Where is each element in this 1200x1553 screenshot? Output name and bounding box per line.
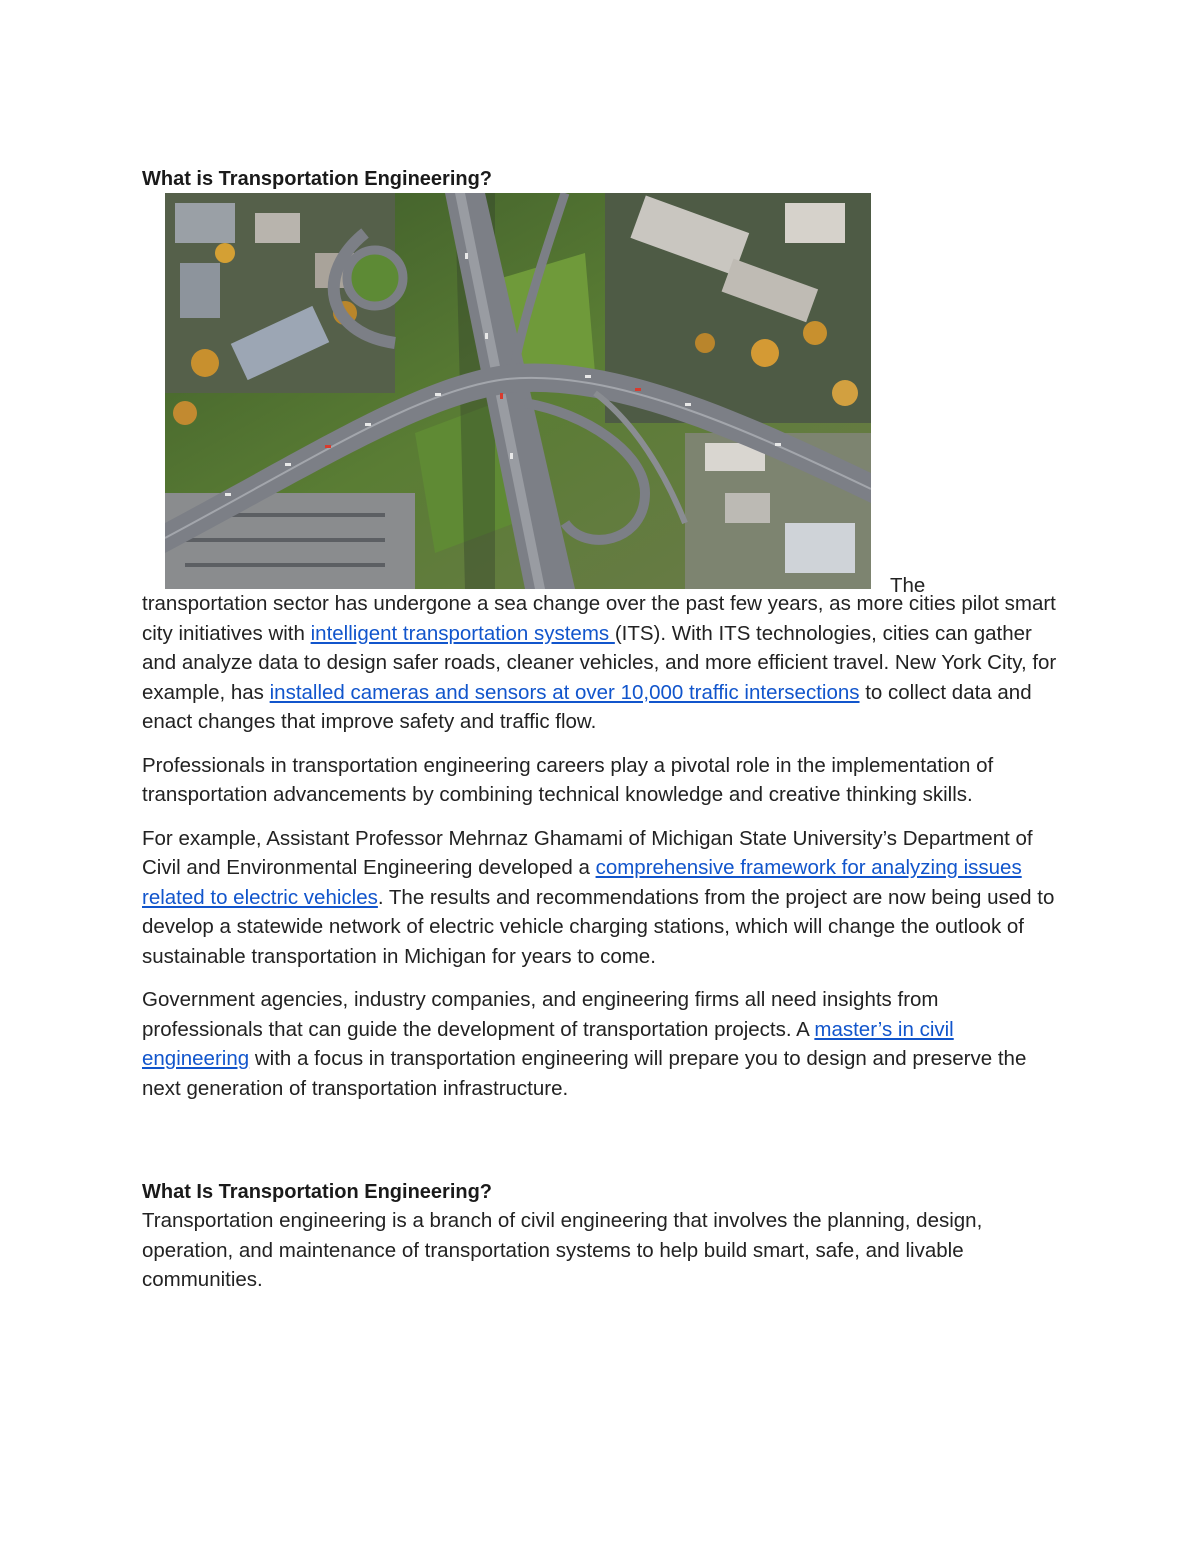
aerial-highway-photo (165, 193, 871, 589)
paragraph-its-text-3: to collect data and enact changes that improve safety and traffic flow. (142, 680, 1032, 733)
paragraph-government-text-1: Government agencies, industry companies, and engineering firms all need insights from professionals that can guide the development of transportation projects. A (142, 988, 939, 1041)
paragraph-government-text-2: with a focus in transportation engineering will prepare you to design and preserve the next generation of transportation infrastructure. (142, 1047, 1027, 1100)
link-intelligent-transportation-systems[interactable]: intelligent transportation systems (310, 621, 615, 645)
paragraph-professionals: Professionals in transportation engineering careers play a pivotal role in the implementation of transportation advancements by combining technical knowledge and creative thinking skills. (142, 753, 994, 806)
paragraph-its-text-2: (ITS). With ITS technologies, cities can gather and analyze data to design safer roads, cleaner vehicles, and more efficient travel. New York City, for example, has (142, 621, 1057, 704)
paragraph-wrap-start: The (890, 574, 926, 597)
paragraph-its-text-1: transportation sector has undergone a sea change over the past few years, as more cities pilot smart city initiatives with (142, 592, 1056, 645)
paragraph-government (142, 985, 1062, 1103)
link-installed-cameras[interactable]: installed cameras and sensors at over 10,000 traffic intersections (269, 680, 860, 704)
link-masters-civil-engineering[interactable]: master’s in civil engineering (142, 1017, 954, 1070)
link-comprehensive-framework[interactable]: comprehensive framework for analyzing issues related to electric vehicles (142, 856, 1022, 909)
paragraph-definition: Transportation engineering is a branch of civil engineering that involves the planning, design, operation, and maintenance of transportation systems to help build smart, safe, and livable communities. (142, 1209, 983, 1291)
section-heading-2: What Is Transportation Engineering? (142, 1181, 493, 1203)
section-gap (142, 1103, 1062, 1178)
figure-row (142, 193, 1062, 597)
paragraph-example-text-2: . The results and recommendations from the project are now being used to develop a statewide network of electric vehicle charging stations, which will change the outlook of sustainable transportation in Michigan for years to come. (142, 885, 1055, 968)
section-heading-1: What is Transportation Engineering? (142, 168, 493, 190)
paragraph-example-text-1: For example, Assistant Professor Mehrnaz Ghamami of Michigan State University’s Department of Civil and Environmental Engineering developed a (142, 826, 1033, 879)
paragraph-its (142, 589, 1062, 737)
document-page (142, 165, 1062, 1295)
paragraph-example (142, 824, 1062, 972)
